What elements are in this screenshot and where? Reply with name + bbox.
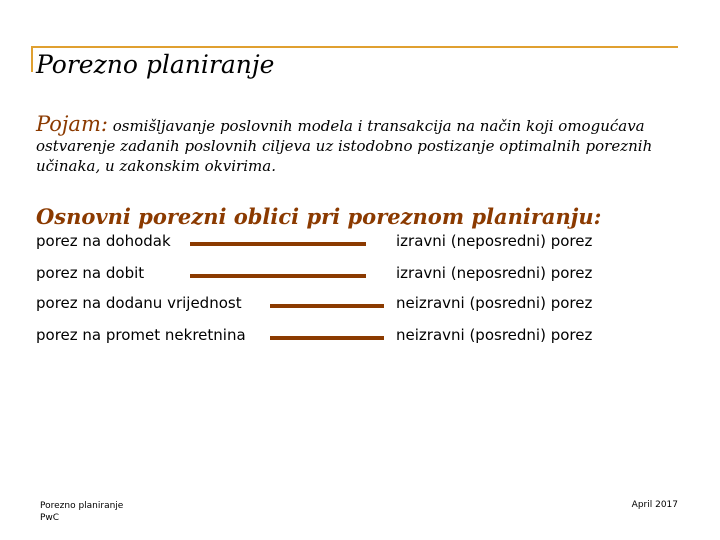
footer-date: April 2017 [631, 500, 678, 510]
footer-title: Porezno planiranje [40, 501, 124, 511]
tax-kind: izravni (neposredni) porez [396, 264, 593, 282]
definition-text: osmišljavanje poslovnih modela i transakcija na način koji omogućava ostvarenje zadanih poslovnih ciljeva uz istodobno postizanje optimalnih poreznih učinaka, u zakonskim okvirima. [36, 117, 653, 175]
tax-name: porez na dodanu vrijednost [36, 294, 242, 312]
title-rule-left [31, 46, 33, 72]
tax-name: porez na dohodak [36, 232, 171, 250]
page-title: Porezno planiranje [36, 50, 275, 79]
tax-name: porez na promet nekretnina [36, 326, 246, 344]
footer-company: PwC [40, 513, 60, 523]
section-subtitle: Osnovni porezni oblici pri poreznom planiranju: [36, 204, 602, 229]
tax-name: porez na dobit [36, 264, 145, 282]
tax-kind: neizravni (posredni) porez [396, 326, 593, 344]
tax-kind: neizravni (posredni) porez [396, 294, 593, 312]
title-rule-top [31, 46, 678, 48]
arrow-line [270, 336, 384, 340]
arrow-line [190, 274, 366, 278]
tax-kind: izravni (neposredni) porez [396, 232, 593, 250]
footer-left [40, 500, 123, 524]
definition-lead: Pojam: [36, 112, 108, 136]
definition [36, 114, 676, 176]
arrow-line [270, 304, 384, 308]
arrow-line [190, 242, 366, 246]
